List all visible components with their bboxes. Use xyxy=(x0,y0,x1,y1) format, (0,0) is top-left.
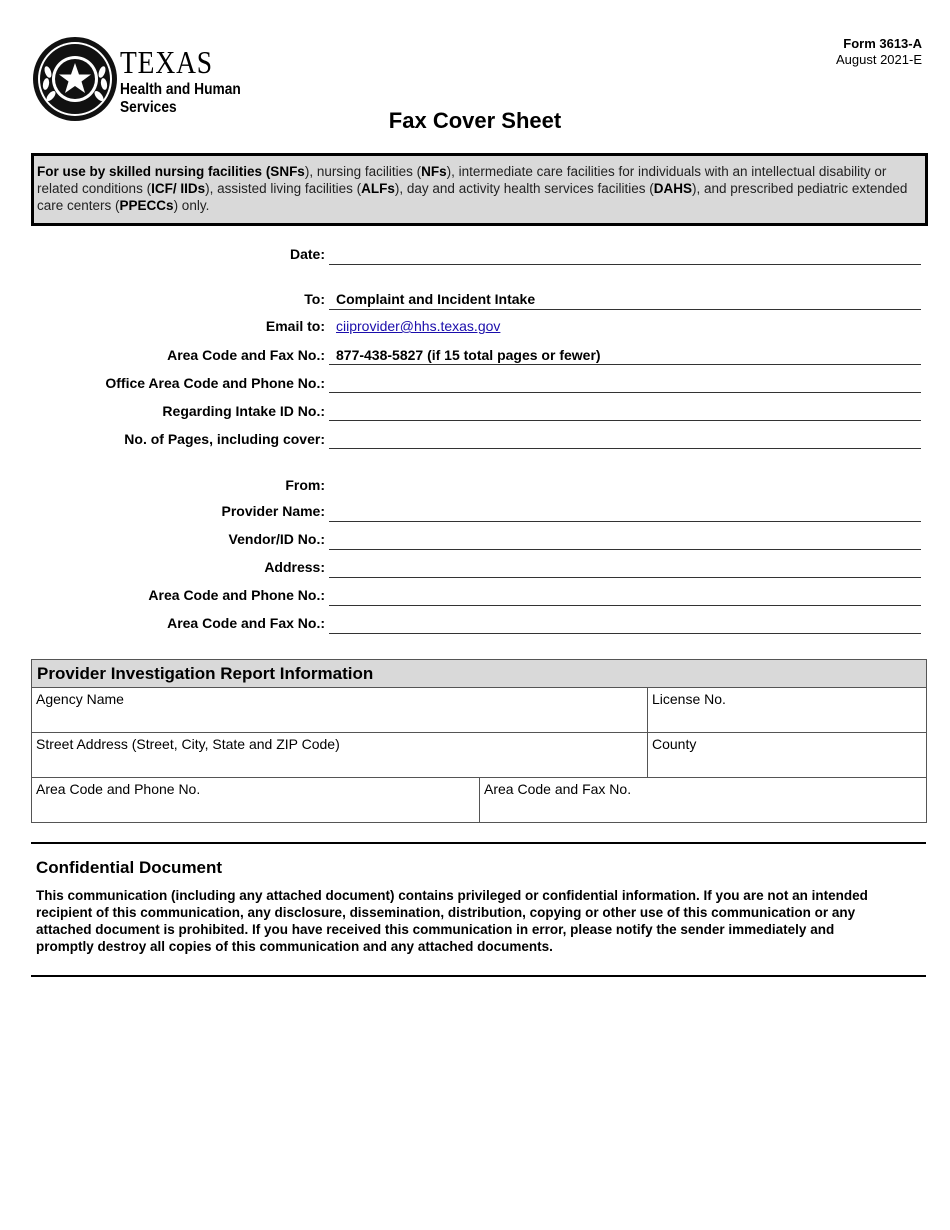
intake-id-field[interactable] xyxy=(329,419,921,421)
date-field[interactable] xyxy=(329,263,921,265)
sender-phone-field[interactable] xyxy=(329,604,921,606)
from-label: From: xyxy=(285,477,325,493)
agency-phone-cell[interactable]: Area Code and Phone No. xyxy=(36,781,201,797)
logo-wordmark xyxy=(120,46,260,117)
table-row xyxy=(32,733,926,778)
sender-fax-field[interactable] xyxy=(329,632,921,634)
vendor-id-label: Vendor/ID No.: xyxy=(228,531,325,547)
notice-text-3: NFs xyxy=(421,164,447,179)
form-number: Form 3613-A xyxy=(843,36,922,51)
sender-fax-label: Area Code and Fax No.: xyxy=(167,615,325,631)
table-row xyxy=(32,778,926,822)
form-date: August 2021-E xyxy=(835,52,922,67)
confidential-bottom-rule xyxy=(31,975,926,977)
notice-text-7: ALFs xyxy=(361,181,395,196)
logo-title: TEXAS xyxy=(120,44,213,80)
provider-report-title: Provider Investigation Report Information xyxy=(32,660,926,688)
date-label: Date: xyxy=(289,246,325,262)
provider-report-table xyxy=(31,659,927,823)
to-field[interactable] xyxy=(329,308,921,310)
page-title: Fax Cover Sheet xyxy=(388,108,562,133)
street-address-cell[interactable]: Street Address (Street, City, State and ZIP Code) xyxy=(36,736,340,752)
sender-phone-label: Area Code and Phone No.: xyxy=(148,587,325,603)
confidential-top-rule xyxy=(31,842,926,844)
recipient-fax-field[interactable] xyxy=(329,363,921,365)
agency-name-cell[interactable]: Agency Name xyxy=(36,691,124,707)
email-label: Email to: xyxy=(265,318,325,334)
notice-text-5: ICF/ IIDs xyxy=(151,181,206,196)
county-cell[interactable]: County xyxy=(647,733,926,777)
office-phone-label: Office Area Code and Phone No.: xyxy=(105,375,325,391)
intake-id-label: Regarding Intake ID No.: xyxy=(162,403,325,419)
address-label: Address: xyxy=(264,559,325,575)
confidential-title: Confidential Document xyxy=(36,858,223,877)
logo-subtitle-line1: Health and Human xyxy=(120,81,241,98)
provider-name-field[interactable] xyxy=(329,520,921,522)
vendor-id-field[interactable] xyxy=(329,548,921,550)
office-phone-field[interactable] xyxy=(329,391,921,393)
recipient-fax-value: 877-438-5827 (if 15 total pages or fewer) xyxy=(336,347,601,363)
to-label: To: xyxy=(304,291,325,307)
notice-text-1: For use by skilled nursing facilities (SNFs xyxy=(37,164,305,179)
to-value: Complaint and Incident Intake xyxy=(336,291,536,307)
usage-notice xyxy=(31,153,928,226)
form-identifier xyxy=(836,36,922,68)
recipient-fax-label: Area Code and Fax No.: xyxy=(167,347,325,363)
table-row xyxy=(32,688,926,733)
email-value xyxy=(336,318,500,334)
notice-text-11: PPECCs xyxy=(119,198,174,213)
logo-subtitle-line2: Services xyxy=(120,99,177,116)
confidential-body: This communication (including any attached document) contains privileged or confidential information. If you are not an intended recipient of this communication, any disclosure, dissemination, distribution, copying or other use of this communication or any attached document is prohibited. If you have received this communication in error, please notify the sender immediately and promptly destroy all copies of this communication and any attached documents. xyxy=(36,888,868,954)
notice-text-2: ), nursing facilities ( xyxy=(304,164,422,179)
pages-field[interactable] xyxy=(329,447,921,449)
notice-text-6: ), assisted living facilities ( xyxy=(205,181,362,196)
license-no-cell[interactable]: License No. xyxy=(647,688,926,732)
notice-text-9: DAHS xyxy=(653,181,693,196)
provider-name-label: Provider Name: xyxy=(221,503,325,519)
notice-text-12: ) only. xyxy=(173,198,210,213)
notice-text-8: ), day and activity health services facilities ( xyxy=(394,181,654,196)
address-field[interactable] xyxy=(329,576,921,578)
notice-text-10: ), and prescribed pediatric extended care centers ( xyxy=(37,181,908,213)
agency-fax-cell[interactable]: Area Code and Fax No. xyxy=(479,778,926,822)
email-link[interactable]: ciiprovider@hhs.texas.gov xyxy=(336,318,501,334)
pages-label: No. of Pages, including cover: xyxy=(124,431,325,447)
notice-text-4: ), intermediate care facilities for individuals with an intellectual disability or related conditions ( xyxy=(37,164,887,196)
